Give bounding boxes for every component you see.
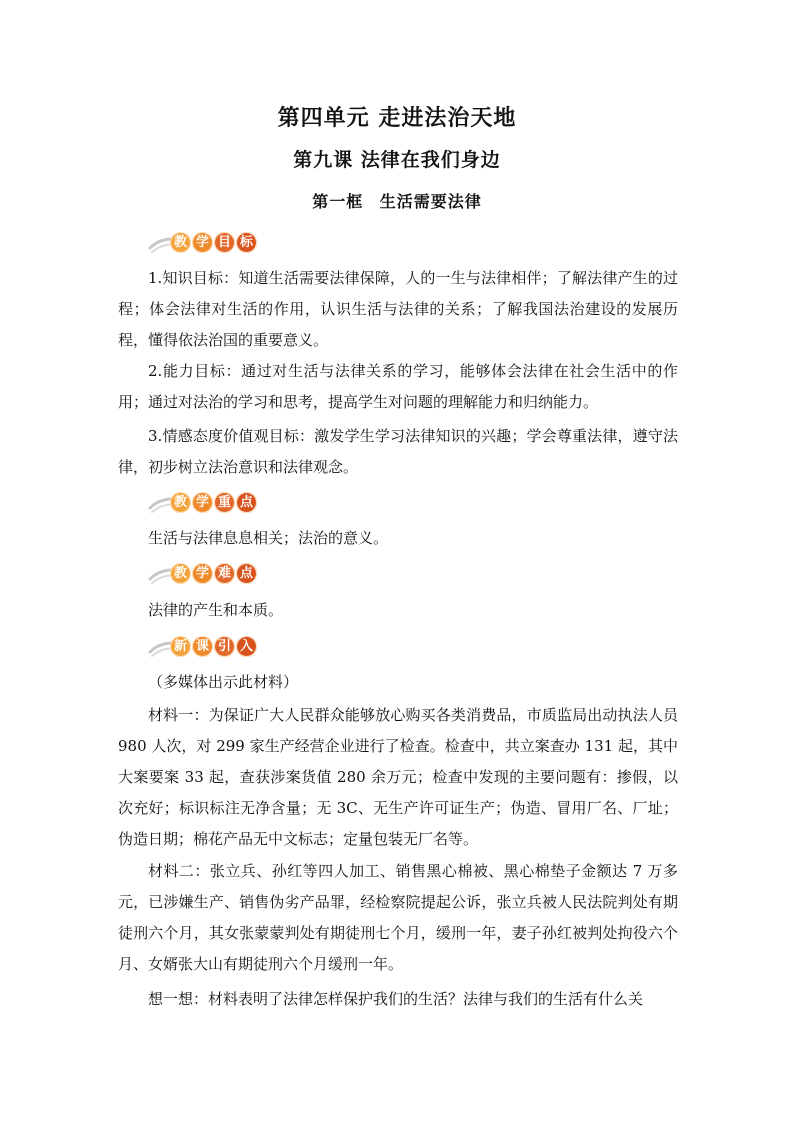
badge-char: 教: [170, 492, 191, 513]
lesson-title: 第九课 法律在我们身边: [293, 149, 501, 171]
badge-char: 标: [236, 232, 257, 253]
section-badge-key-points: [148, 490, 258, 518]
section-badge-intro: [148, 634, 258, 662]
objective-ability: 2.能力目标：通过对生活与法律关系的学习，能够体会法律在社会生活中的作用；通过对法治的学习和思考，提高学生对问题的理解能力和归纳能力。: [118, 362, 678, 411]
multimedia-note: （多媒体出示此材料）: [148, 673, 299, 691]
section-badge-difficulties: [148, 561, 258, 589]
badge-char: 目: [214, 232, 235, 253]
badge-char: 新: [170, 636, 191, 657]
badge-char: 教: [170, 232, 191, 253]
badge-char: 学: [192, 563, 213, 584]
badge-char: 重: [214, 492, 235, 513]
material-one: 材料一：为保证广大人民群众能够放心购买各类消费品，市质监局出动执法人员 980 人次，对 299 家生产经营企业进行了检查。检查中，共立案查办 131 起，其中大案要案 33 起，查获涉案货值 280 余万元；检查中发现的主要问题有：掺假，以次充好；标识标注无净含量；无 3C、无生产许可证生产；伪造、冒用厂名、厂址；伪造日期；棉花产品无中文标志；定量包装无厂名等。: [118, 706, 678, 848]
objective-attitude: 3.情感态度价值观目标：激发学生学习法律知识的兴趣；学会尊重法律，遵守法律，初步树立法治意识和法律观念。: [118, 427, 678, 476]
badge-char: 难: [214, 563, 235, 584]
badge-char: 点: [236, 492, 257, 513]
badge-char: 学: [192, 232, 213, 253]
badge-char: 教: [170, 563, 191, 584]
key-points-text: 生活与法律息息相关；法治的意义。: [148, 529, 389, 547]
unit-title: 第四单元 走进法治天地: [277, 106, 517, 131]
badge-char: 入: [236, 636, 257, 657]
badge-char: 引: [214, 636, 235, 657]
material-two: 材料二：张立兵、孙红等四人加工、销售黑心棉被、黑心棉垫子金额达 7 万多元，已涉嫌生产、销售伪劣产品罪，经检察院提起公诉，张立兵被人民法院判处有期徒刑六个月，其女张蒙蒙判处有期徒刑七个月，缓刑一年，妻子孙红被判处拘役六个月、女婿张大山有期徒刑六个月缓刑一年。: [118, 862, 678, 973]
section-badge-objectives: [148, 230, 258, 258]
frame-title: 第一框 生活需要法律: [312, 192, 482, 211]
think-question: 想一想：材料表明了法律怎样保护我们的生活？法律与我们的生活有什么关: [148, 990, 644, 1008]
badge-char: 学: [192, 492, 213, 513]
objective-knowledge: 1.知识目标：知道生活需要法律保障，人的一生与法律相伴；了解法律产生的过程；体会法律对生活的作用，认识生活与法律的关系；了解我国法治建设的发展历程，懂得依法治国的重要意义。: [118, 269, 678, 349]
badge-char: 点: [236, 563, 257, 584]
badge-char: 课: [192, 636, 213, 657]
difficulties-text: 法律的产生和本质。: [148, 601, 284, 619]
